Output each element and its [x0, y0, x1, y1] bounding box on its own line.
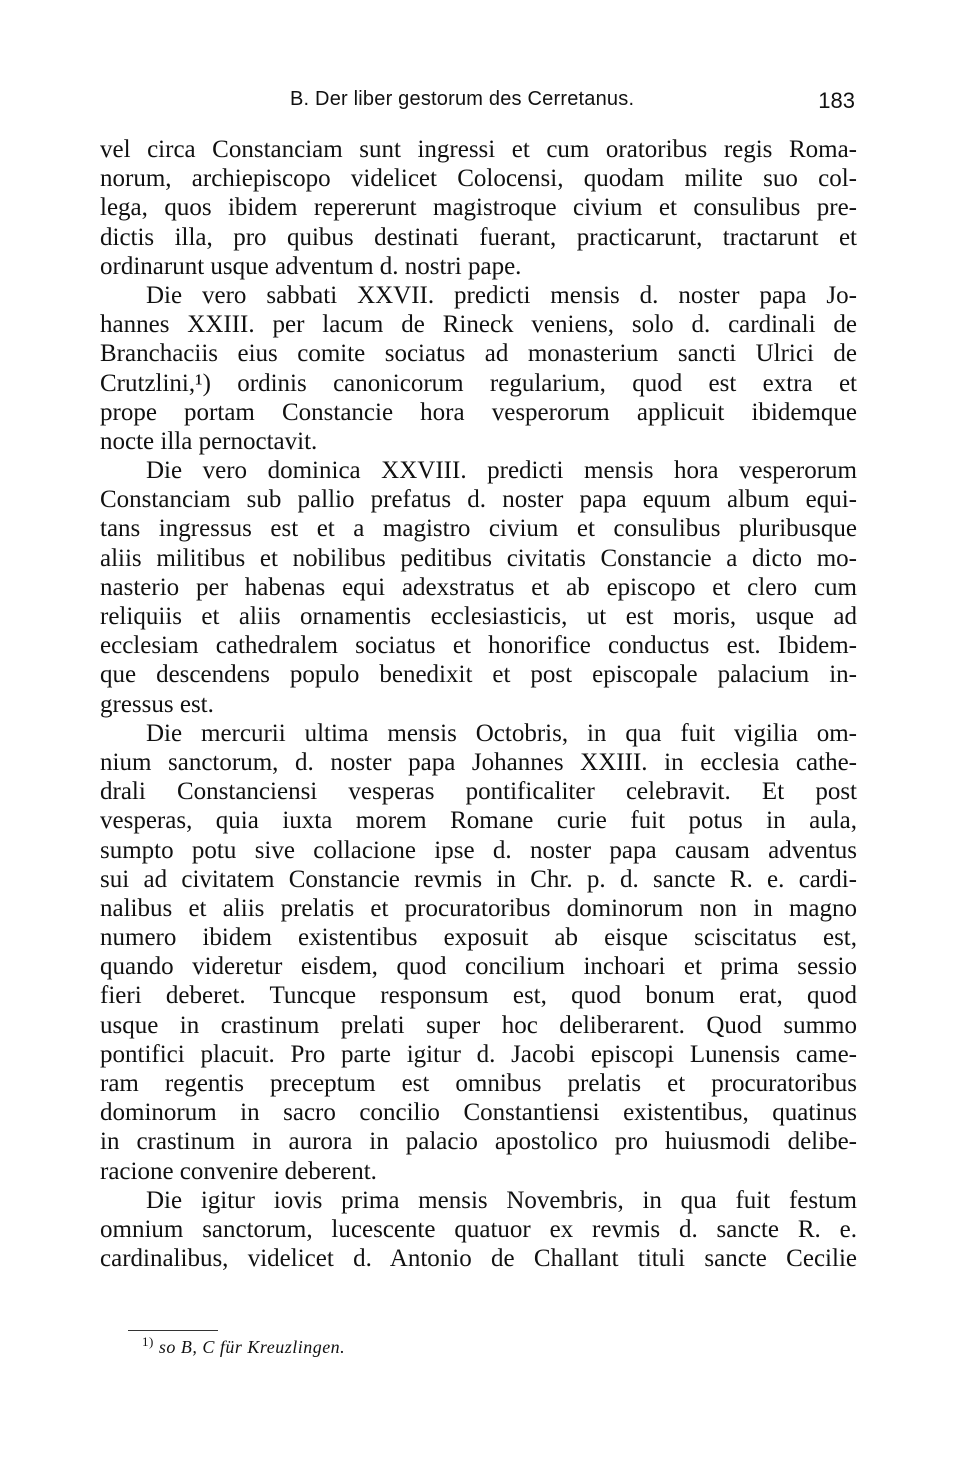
text-line: prope portam Constancie hora vesperorum applicuit ibidemque — [100, 398, 857, 426]
text-line: omnium sanctorum, lucescente quatuor ex revmis d. sancte R. e. — [100, 1215, 857, 1243]
text-line: drali Constanciensi vesperas pontificaliter celebravit. Et post — [100, 778, 857, 806]
text-line: Die vero sabbati XXVII. predicti mensis d. noster papa Jo- — [146, 281, 857, 309]
text-line: Die mercurii ultima mensis Octobris, in qua fuit vigilia om- — [146, 719, 857, 747]
text-line: ecclesiam cathedralem sociatus et honorifice conductus est. Ibidem- — [100, 632, 857, 660]
footnote-text: so B, C für Kreuzlingen. — [158, 1337, 346, 1357]
text-line: racione convenire deberent. — [100, 1157, 377, 1185]
text-line: quando videretur eisdem, quod concilium inchoari et prima sessio — [100, 953, 857, 981]
text-line: cardinalibus, videlicet d. Antonio de Challant tituli sancte Cecilie — [100, 1245, 857, 1273]
text-line: nalibus et aliis prelatis et procuratoribus dominorum non in magno — [100, 894, 857, 922]
text-line: vesperas, quia iuxta morem Romane curie fuit potus in aula, — [100, 807, 857, 835]
text-line: nasterio per habenas equi adexstratus et ab episcopo et clero cum — [100, 573, 857, 601]
text-line: Constanciam sub pallio prefatus d. noster papa equum album equi- — [100, 486, 857, 514]
footnote-mark: 1) — [142, 1334, 154, 1349]
text-line: norum, archiepiscopo videlicet Colocensi, quodam milite suo col- — [100, 165, 857, 193]
text-line: ram regentis preceptum est omnibus prelatis et procuratoribus — [100, 1070, 857, 1097]
text-line: fieri deberet. Tuncque responsum est, quod bonum erat, quod — [100, 982, 857, 1010]
text-line: nium sanctorum, d. noster papa Johannes XXIII. in ecclesia cathe- — [100, 748, 857, 776]
text-line: Die igitur iovis prima mensis Novembris, in qua fuit festum — [146, 1186, 857, 1214]
page-number: 183 — [818, 88, 855, 113]
text-line: tans ingressus est et a magistro civium et consulibus pluribusque — [100, 515, 857, 543]
text-line: hannes XXIII. per lacum de Rineck veniens, solo d. cardinali de — [100, 311, 857, 339]
text-line: numero ibidem existentibus exposuit ab eisque sciscitatus est, — [100, 924, 857, 952]
text-line: reliquiis et aliis ornamentis ecclesiasticis, ut est moris, usque ad — [100, 603, 857, 630]
text-line: Die vero dominica XXVIII. predicti mensis hora vesperorum — [146, 457, 857, 485]
text-line: aliis militibus et nobilibus peditibus civitatis Constancie a dicto mo- — [100, 544, 857, 572]
footnote-divider — [128, 1330, 218, 1331]
text-line: ordinarunt usque adventum d. nostri pape. — [100, 252, 522, 280]
text-line: dominorum in sacro concilio Constantiensi existentibus, quatinus — [100, 1099, 857, 1127]
text-line: pontifici placuit. Pro parte igitur d. Jacobi episcopi Lunensis came- — [100, 1040, 857, 1068]
text-line: in crastinum in aurora in palacio apostolico pro huiusmodi delibe- — [100, 1128, 857, 1156]
text-line: sumpto potu sive collacione ipse d. noster papa causam adventus — [100, 836, 857, 864]
body-text — [100, 135, 857, 1273]
text-line: dictis illa, pro quibus destinati fuerant, practicarunt, tractarunt et — [100, 223, 857, 251]
text-line: que descendens populo benedixit et post episcopale palacium in- — [100, 661, 857, 689]
text-line: nocte illa pernoctavit. — [100, 427, 318, 455]
footnote — [142, 1334, 345, 1358]
text-line: usque in crastinum prelati super hoc deliberarent. Quod summo — [100, 1011, 857, 1039]
text-line: vel circa Constanciam sunt ingressi et cum oratoribus regis Roma- — [100, 136, 857, 163]
text-line: gressus est. — [100, 690, 214, 718]
running-title: B. Der liber gestorum des Cerretanus. — [290, 88, 635, 110]
text-line: Branchaciis eius comite sociatus ad monasterium sancti Ulrici de — [100, 340, 857, 368]
text-line: Crutzlini,¹) ordinis canonicorum regularium, quod est extra et — [100, 369, 857, 397]
text-line: lega, quos ibidem repererunt magistroque civium et consulibus pre- — [100, 194, 857, 222]
text-line: sui ad civitatem Constancie revmis in Chr. p. d. sancte R. e. cardi- — [100, 865, 857, 893]
